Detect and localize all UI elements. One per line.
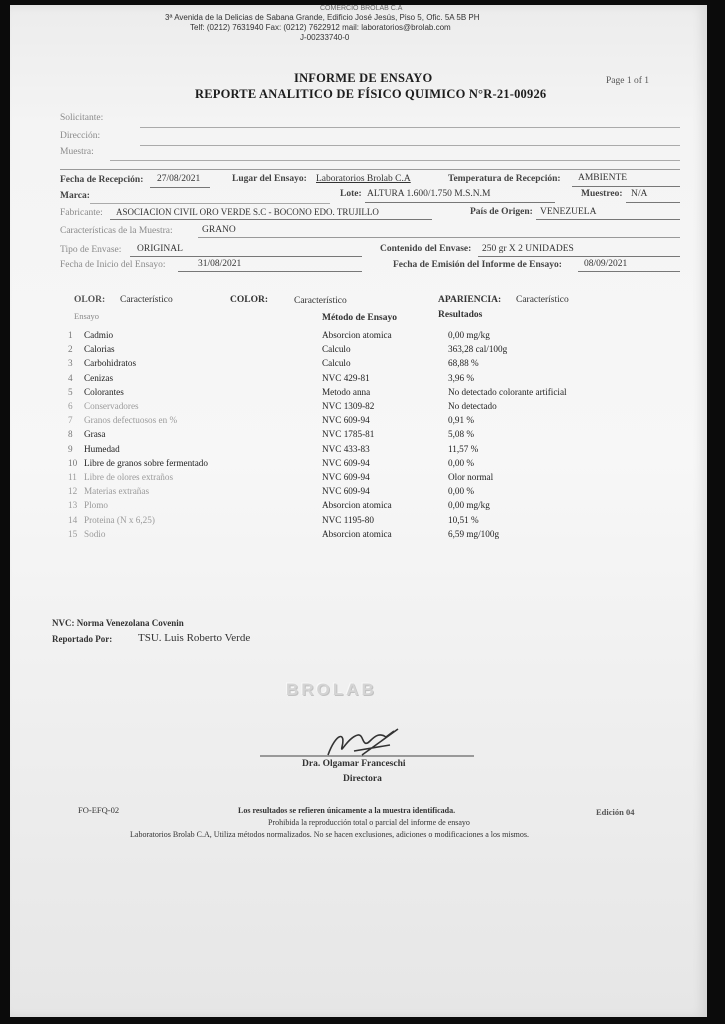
brolab-stamp: BROLAB — [286, 680, 377, 699]
row-ensayo: Humedad — [84, 443, 120, 454]
disclaimer-2: Prohibida la reproducción total o parcial del informe de ensayo — [268, 818, 470, 827]
fabricante-label: Fabricante: — [60, 208, 103, 218]
contenido-label: Contenido del Envase: — [380, 244, 472, 254]
marca-label: Marca: — [60, 191, 90, 201]
muestra-label: Muestra: — [60, 147, 94, 157]
muestreo-line — [626, 202, 680, 203]
row-resultado: 363,28 cal/100g — [448, 344, 508, 355]
reportado-label: Reportado Por: — [52, 634, 113, 644]
table-row — [68, 358, 628, 371]
signer-role: Directora — [343, 774, 382, 784]
pais-value: VENEZUELA — [540, 207, 597, 217]
tipo-envase-label: Tipo de Envase: — [60, 245, 122, 255]
fecha-recepcion-line — [150, 187, 210, 188]
report-subtitle: REPORTE ANALITICO DE FÍSICO QUIMICO N°R-21-00926 — [195, 87, 547, 101]
row-metodo: NVC 1785-81 — [322, 429, 375, 440]
company-contact: Telf: (0212) 7631940 Fax: (0212) 7622912 mail: laboratorios@brolab.com — [190, 23, 451, 32]
row-number: 13 — [68, 500, 78, 511]
apariencia-value: Característico — [516, 295, 569, 305]
apariencia-label: APARIENCIA: — [438, 295, 502, 305]
company-line: COMERCIO BROLAB C.A — [320, 5, 403, 12]
color-value: Característico — [294, 296, 347, 306]
table-row — [68, 429, 628, 442]
row-resultado: 0,00 % — [448, 486, 475, 497]
row-number: 1 — [68, 330, 73, 340]
muestra-line — [110, 160, 680, 161]
row-resultado: 10,51 % — [448, 514, 479, 525]
tipo-envase-line — [130, 256, 362, 257]
row-metodo: Absorcion atomica — [322, 330, 392, 340]
pais-label: País de Origen: — [470, 207, 533, 217]
row-resultado: 0,00 mg/kg — [448, 330, 490, 340]
lote-label: Lote: — [340, 189, 362, 199]
muestreo-value: N/A — [631, 189, 648, 199]
report-page — [10, 5, 707, 1017]
fecha-emision-value: 08/09/2021 — [584, 259, 628, 269]
temperatura-value: AMBIENTE — [578, 173, 628, 183]
row-resultado: 0,00 % — [448, 457, 475, 468]
lote-value: ALTURA 1.600/1.750 M.S.N.M — [367, 189, 491, 199]
row-number: 4 — [68, 372, 73, 383]
color-label: COLOR: — [230, 295, 268, 305]
fecha-inicio-line — [178, 271, 362, 272]
table-row — [68, 344, 628, 357]
row-resultado: 5,08 % — [448, 429, 475, 440]
row-number: 11 — [68, 472, 77, 482]
row-metodo: Absorcion atomica — [322, 500, 392, 511]
row-resultado: Olor normal — [448, 472, 494, 482]
company-address: 3ª Avenida de la Delicias de Sabana Grande, Edificio José Jesús, Piso 5, Ofic. 5A 5B PH — [165, 13, 480, 22]
table-row — [68, 529, 628, 542]
table-row — [68, 415, 628, 428]
row-resultado: 68,88 % — [448, 358, 479, 369]
table-row — [68, 515, 628, 528]
row-ensayo: Libre de granos sobre fermentado — [84, 457, 208, 468]
caracteristicas-value: GRANO — [202, 225, 236, 235]
caracteristicas-line — [198, 237, 680, 238]
row-metodo: NVC 1195-80 — [322, 514, 374, 525]
row-resultado: No detectado — [448, 401, 497, 411]
tipo-envase-value: ORIGINAL — [137, 244, 183, 254]
row-number: 2 — [68, 344, 73, 355]
row-ensayo: Grasa — [84, 429, 106, 440]
lote-line — [365, 202, 555, 203]
table-row — [68, 472, 628, 485]
fecha-emision-line — [578, 271, 680, 272]
direccion-line — [140, 145, 680, 146]
row-metodo: Absorcion atomica — [322, 528, 392, 539]
row-ensayo: Colorantes — [84, 386, 124, 397]
row-ensayo: Conservadores — [84, 401, 139, 411]
disclaimer-3: Laboratorios Brolab C.A, Utiliza métodos normalizados. No se hacen exclusiones, adiciones o modificaciones a los mismos. — [130, 830, 530, 839]
fecha-inicio-label: Fecha de Inicio del Ensayo: — [60, 260, 166, 270]
fecha-inicio-value: 31/08/2021 — [198, 259, 242, 269]
table-row — [68, 401, 628, 414]
row-ensayo: Plomo — [84, 500, 108, 511]
row-ensayo: Proteina (N x 6,25) — [84, 514, 155, 525]
table-row — [68, 373, 628, 386]
client-separator — [60, 169, 680, 170]
caracteristicas-label: Características de la Muestra: — [60, 226, 173, 236]
table-row — [68, 458, 628, 471]
col-resultados-header: Resultados — [438, 310, 483, 320]
fecha-recepcion-value: 27/08/2021 — [157, 174, 201, 184]
col-ensayo-header: Ensayo — [74, 311, 100, 321]
table-row — [68, 500, 628, 513]
row-number: 3 — [68, 358, 73, 369]
olor-label: OLOR: — [74, 295, 106, 305]
row-resultado: 0,91 % — [448, 415, 475, 426]
row-ensayo: Cadmio — [84, 330, 114, 340]
row-number: 12 — [68, 486, 78, 497]
row-metodo: NVC 609-94 — [322, 486, 370, 497]
row-number: 10 — [68, 457, 78, 468]
row-ensayo: Sodio — [84, 528, 106, 539]
row-metodo: Calculo — [322, 358, 351, 369]
table-row — [68, 486, 628, 499]
row-resultado: 6,59 mg/100g — [448, 528, 500, 539]
form-code: FO-EFQ-02 — [78, 805, 120, 815]
report-title: INFORME DE ENSAYO — [294, 71, 433, 85]
row-number: 7 — [68, 415, 73, 426]
table-row — [68, 330, 628, 343]
fecha-emision-label: Fecha de Emisión del Informe de Ensayo: — [393, 260, 562, 270]
company-rif: J-00233740-0 — [300, 33, 350, 42]
table-row — [68, 387, 628, 400]
fabricante-value: ASOCIACION CIVIL ORO VERDE S.C - BOCONO EDO. TRUJILLO — [116, 207, 379, 217]
muestreo-label: Muestreo: — [581, 189, 623, 199]
solicitante-label: Solicitante: — [60, 113, 104, 123]
olor-value: Característico — [120, 295, 173, 305]
row-metodo: NVC 1309-82 — [322, 401, 375, 411]
row-metodo: NVC 609-94 — [322, 472, 370, 482]
row-ensayo: Calorias — [84, 344, 115, 355]
row-number: 9 — [68, 443, 73, 454]
solicitante-line — [140, 127, 680, 128]
pais-line — [536, 219, 680, 220]
marca-line — [90, 203, 330, 204]
row-ensayo: Cenizas — [84, 372, 114, 383]
temperatura-label: Temperatura de Recepción: — [448, 174, 561, 184]
row-metodo: Calculo — [322, 344, 351, 355]
row-resultado: 3,96 % — [448, 372, 475, 383]
contenido-value: 250 gr X 2 UNIDADES — [482, 244, 574, 254]
row-ensayo: Libre de olores extraños — [84, 472, 174, 482]
fecha-recepcion-label: Fecha de Recepción: — [60, 175, 144, 185]
row-number: 14 — [68, 514, 78, 525]
row-resultado: 11,57 % — [448, 443, 479, 454]
temperatura-line — [572, 186, 680, 187]
lugar-value: Laboratorios Brolab C.A — [316, 174, 411, 184]
row-metodo: Metodo anna — [322, 386, 371, 397]
contenido-line — [478, 256, 680, 257]
lugar-label: Lugar del Ensayo: — [232, 174, 307, 184]
row-metodo: NVC 429-81 — [322, 372, 370, 383]
row-ensayo: Materias extrañas — [84, 486, 150, 497]
row-ensayo: Granos defectuosos en % — [84, 415, 178, 426]
row-resultado: 0,00 mg/kg — [448, 500, 490, 511]
page-number: Page 1 of 1 — [606, 76, 650, 86]
table-row — [68, 444, 628, 457]
col-metodo-header: Método de Ensayo — [322, 313, 397, 323]
row-number: 8 — [68, 429, 73, 440]
row-metodo: NVC 609-94 — [322, 457, 370, 468]
row-resultado: No detectado colorante artificial — [448, 386, 567, 397]
direccion-label: Dirección: — [60, 131, 101, 141]
nvc-note: NVC: Norma Venezolana Covenin — [52, 618, 184, 628]
signer-name: Dra. Olgamar Franceschi — [302, 759, 406, 769]
row-metodo: NVC 609-94 — [322, 415, 370, 426]
row-number: 6 — [68, 401, 73, 411]
edition: Edición 04 — [596, 807, 635, 817]
reportado-value: TSU. Luis Roberto Verde — [138, 632, 251, 644]
row-number: 5 — [68, 386, 73, 397]
disclaimer-1: Los resultados se refieren únicamente a la muestra identificada. — [238, 806, 456, 815]
fabricante-line — [110, 219, 432, 220]
row-number: 15 — [68, 528, 78, 539]
row-metodo: NVC 433-83 — [322, 443, 370, 454]
row-ensayo: Carbohidratos — [84, 358, 137, 369]
